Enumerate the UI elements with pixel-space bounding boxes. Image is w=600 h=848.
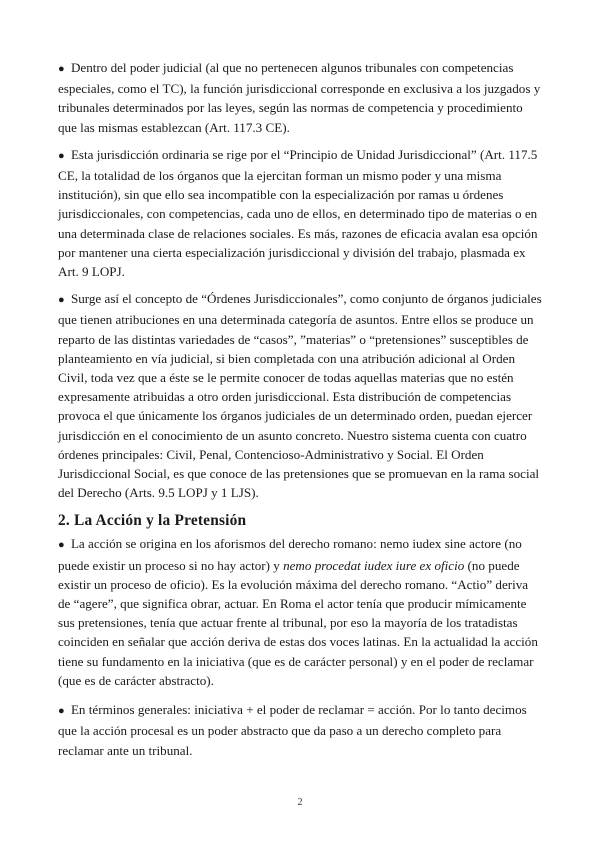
paragraph-text: Esta jurisdicción ordinaria se rige por el “Principio de Unidad Jurisdiccional” (Art. 117.5 CE, la totalidad de los órganos que la ejercitan forman un mismo poder y una misma institución), sin que ello sea incompatible con la especialización por ramas u órdenes jurisdiccionales, con competencias, cada uno de ellos, en determinado tipo de materias o en una determinada clase de relaciones sociales. Es más, razones de eficacia avalan esa opción por mantener una cierta especialización jurisdiccional y división del trabajo, plasmada ex Art. 9 LOPJ. bbox=[58, 146, 538, 280]
paragraph-text-end: (no puede existir un proceso de oficio). Es la evolución máxima del derecho romano. “Actio” deriva de “agere”, que significa obrar, actuar. En Roma el actor tenía que producir mímicamente sus pretensiones, tenía que actuar frente al tribunal, por eso la mayoría de los tratadistas coinciden en señalar que acción deriva de estas dos voces latinas. En la actualidad la acción tiene su fundamento en la iniciativa (que es de carácter personal) y en el poder de reclamar (que es de carácter abstracto). bbox=[58, 557, 538, 688]
paragraph-text: Surge así el concepto de “Órdenes Jurisdiccionales”, como conjunto de órganos judiciales que tienen atribuciones en una determinada categoría de asuntos. Entre ellos se produce un reparto de las distintas variedades de “casos”, ”materias” o “pretensiones” susceptibles de planteamiento en vía judicial, si bien completada con una atribución adicional al Orden Civil, toda vez que a éste se le permite conocer de todas aquellas materias que no estén expresamente atribuidas a otro orden jurisdiccional. Esta distribución de competencias provoca el que únicamente los órganos judiciales de un determinado orden, puedan ejercer jurisdicción en el conocimiento de un asunto concreto. Nuestro sistema cuenta con cuatro órdenes principales: Civil, Penal, Contencioso-Administrativo y Social. El Orden Jurisdiccional Social, es que conoce de las pretensiones que se promuevan en la rama social del Derecho (Arts. 9.5 LOPJ y 1 LJS). bbox=[58, 291, 542, 501]
page-number: 2 bbox=[297, 797, 303, 808]
paragraph-accion bbox=[58, 534, 542, 690]
page-content bbox=[58, 58, 542, 768]
section-heading: 2. La Acción y la Pretensión bbox=[58, 512, 247, 530]
paragraph-terminos-generales bbox=[58, 700, 542, 760]
paragraph-text: En términos generales: iniciativa + el poder de reclamar = acción. Por lo tanto decimos que la acción procesal es un poder abstracto que da paso a un derecho completo para reclamar ante un tribunal. bbox=[58, 702, 527, 758]
bullet-icon: ● bbox=[58, 294, 65, 307]
paragraph-text: Dentro del poder judicial (al que no pertenecen algunos tribunales con competencias especiales, como el TC), la función jurisdiccional corresponde en exclusiva a los juzgados y tribunales determinados por las leyes, según las normas de competencia y procedimiento que las mismas establezcan (Art. 117.3 CE). bbox=[58, 60, 541, 135]
bullet-icon: ● bbox=[58, 149, 65, 162]
paragraph-unidad-jurisdiccional bbox=[58, 145, 542, 281]
bullet-icon: ● bbox=[58, 539, 65, 552]
bullet-icon: ● bbox=[58, 705, 65, 718]
bullet-icon: ● bbox=[58, 63, 65, 75]
paragraph-text-start: La acción se origina en los aforismos del derecho romano: nemo iudex sine actore (no puede existir un proceso si no hay actor) y bbox=[58, 536, 522, 573]
paragraph-ordenes-jurisdiccionales bbox=[58, 289, 542, 502]
latin-aphorism: nemo procedat iudex iure ex oficio bbox=[283, 557, 465, 573]
paragraph-poder-judicial bbox=[58, 58, 542, 137]
